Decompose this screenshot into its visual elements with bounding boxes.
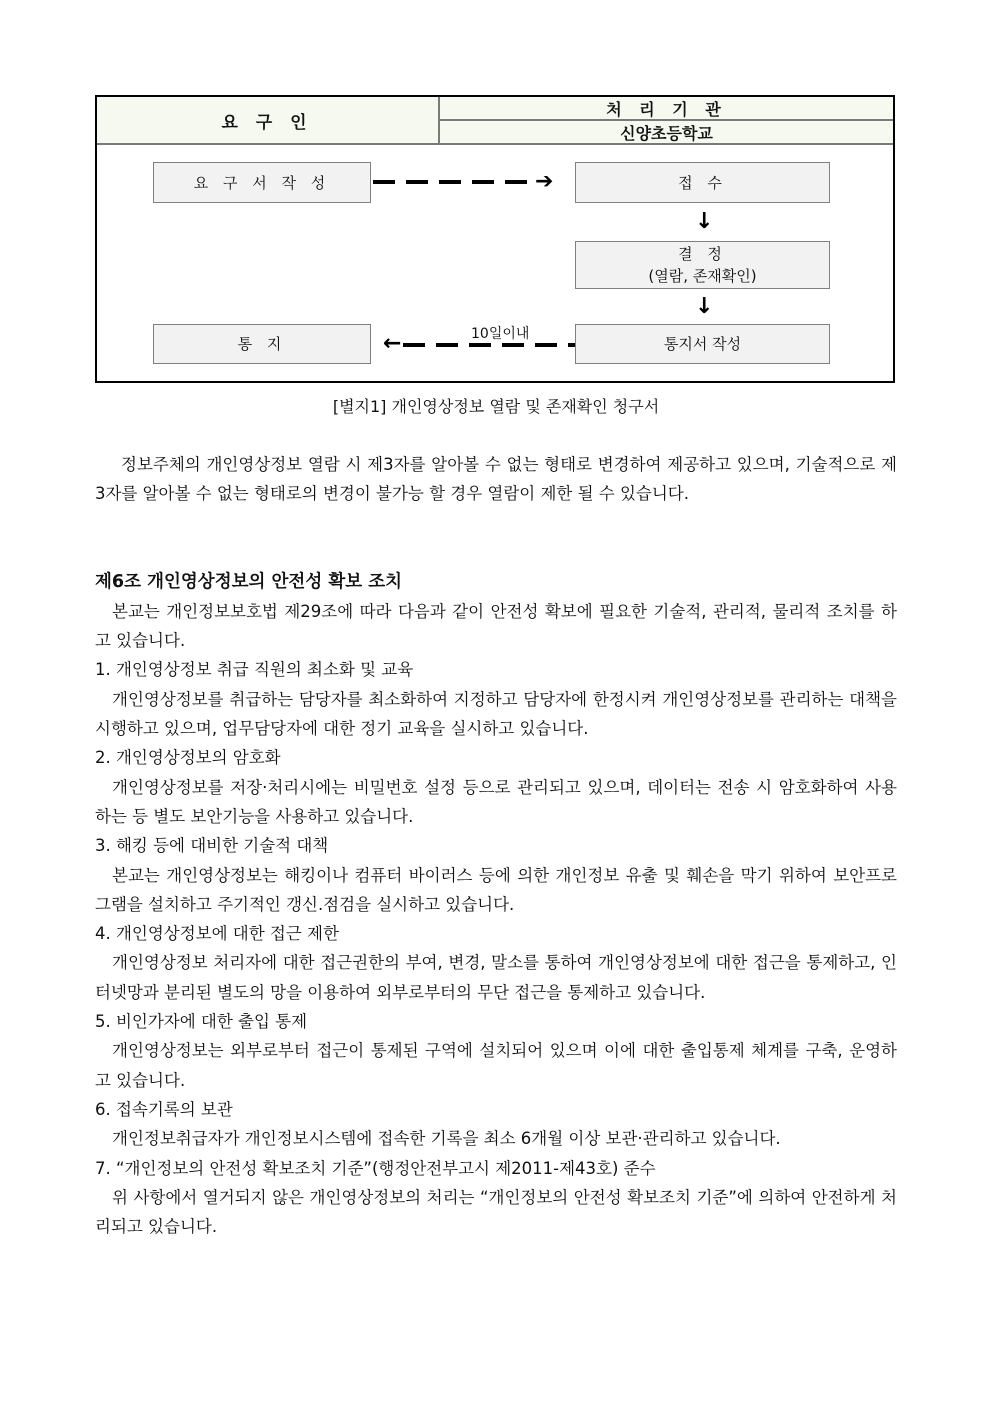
arrow-down-icon: ↓ <box>695 294 714 319</box>
node-write-request-label: 요 구 서 작 성 <box>193 173 331 192</box>
figure-caption: [별지1] 개인영상정보 열람 및 존재확인 청구서 <box>332 397 660 416</box>
item-heading: 5. 비인가자에 대한 출입 통제 <box>95 1012 308 1032</box>
node-notify-label: 통 지 <box>237 335 287 353</box>
section-title: 제6조 개인영상정보의 안전성 확보 조치 <box>95 571 403 592</box>
item-body: 개인영상정보 처리자에 대한 접근권한의 부여, 변경, 말소를 통하여 개인영상정보에 대한 접근을 통제하고, 인터넷망과 분리된 별도의 망을 이용하여 외부로부터의 무단 접근을 통제하고 있습니다. <box>95 953 897 1002</box>
document-body <box>95 450 897 1241</box>
item-heading: 7. “개인정보의 안전성 확보조치 기준”(행정안전부고시 제2011-제43호) 준수 <box>95 1158 656 1178</box>
header-processor-title: 처 리 기 관 <box>440 97 893 121</box>
item-heading: 3. 해킹 등에 대비한 기술적 대책 <box>95 836 329 856</box>
item-heading: 4. 개인영상정보에 대한 접근 제한 <box>95 924 339 944</box>
item-body: 개인영상정보를 취급하는 담당자를 최소화하여 지정하고 담당자에 한정시켜 개인영상정보를 관리하는 대책을 시행하고 있으며, 업무담당자에 대한 정기 교육을 실시하고 있습니다. <box>95 689 897 739</box>
item-body: 개인영상정보를 저장·처리시에는 비밀번호 설정 등으로 관리되고 있으며, 데이터는 전송 시 암호화하여 사용하는 등 별도 보안기능을 사용하고 있습니다. <box>95 777 897 826</box>
dashed-line-left <box>403 343 575 347</box>
arrow-down-icon: ↓ <box>695 209 714 234</box>
item-heading: 1. 개인영상정보 취급 직원의 최소화 및 교육 <box>95 660 414 680</box>
item-body: 개인정보취급자가 개인정보시스템에 접속한 기록을 최소 6개월 이상 보관·관리하고 있습니다. <box>112 1129 781 1149</box>
item-body: 본교는 개인영상정보는 해킹이나 컴퓨터 바이러스 등에 의한 개인정보 유출 및 훼손을 막기 위하여 보안프로그램을 설치하고 주기적인 갱신.점검을 실시하고 있습니다. <box>95 865 897 914</box>
node-notify <box>153 324 371 364</box>
node-decision <box>575 241 830 289</box>
item-body: 개인영상정보는 외부로부터 접근이 통제된 구역에 설치되어 있으며 이에 대한 출입통제 체계를 구축, 운영하고 있습니다. <box>95 1041 897 1090</box>
header-processor-name: 신양초등학교 <box>620 123 713 143</box>
node-receipt <box>575 162 830 203</box>
flowchart <box>95 95 895 383</box>
arrow-left-icon: ← <box>383 331 402 356</box>
item-body: 위 사항에서 열거되지 않은 개인영상정보의 처리는 “개인정보의 안전성 확보조치 기준”에 의하여 안전하게 처리되고 있습니다. <box>95 1187 897 1237</box>
arrow-right-icon: ➔ <box>535 169 554 194</box>
header-requester: 요 구 인 <box>221 112 313 133</box>
node-notice-write <box>575 324 830 364</box>
intro-paragraph: 정보주체의 개인영상정보 열람 시 제3자를 알아볼 수 없는 형태로 변경하여 제공하고 있으며, 기술적으로 제3자를 알아볼 수 없는 형태로의 변경이 불가능 할 경우 열람이 제한 될 수 있습니다. <box>95 455 897 504</box>
item-heading: 6. 접속기록의 보관 <box>95 1099 233 1119</box>
dashed-line-right <box>373 180 533 184</box>
edge-label-within-days: 10일이내 <box>469 323 531 343</box>
flowchart-header <box>97 97 893 145</box>
node-receipt-label: 접 수 <box>678 173 727 192</box>
node-notice-write-label: 통지서 작성 <box>663 335 742 353</box>
spacer <box>95 509 897 568</box>
section-intro: 본교는 개인정보보호법 제29조에 따라 다음과 같이 안전성 확보에 필요한 기술적, 관리적, 물리적 조치를 하고 있습니다. <box>95 601 897 651</box>
node-write-request <box>153 162 371 203</box>
item-heading: 2. 개인영상정보의 암호화 <box>95 748 281 768</box>
node-decision-detail: (열람, 존재확인) <box>648 267 757 285</box>
node-decision-title: 결 정 <box>678 245 727 263</box>
